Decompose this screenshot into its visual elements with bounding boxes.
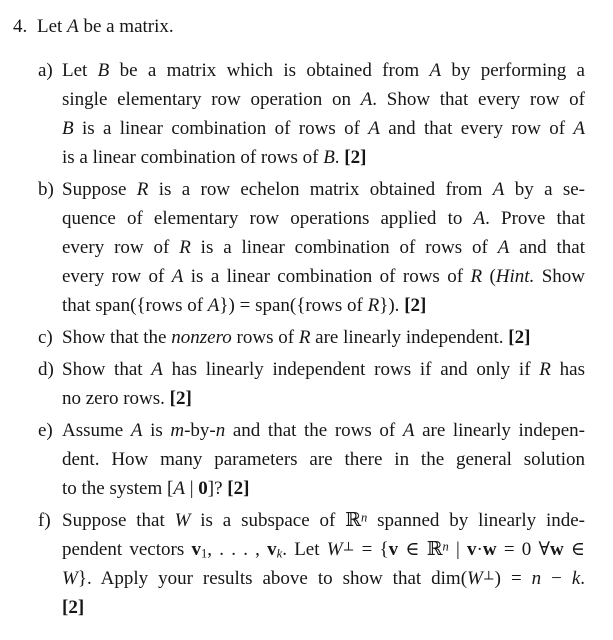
text-line: Let B be a matrix which is obtained from A by performing a (62, 60, 585, 81)
text-line: Suppose that W is a subspace of ℝ$^n$ spanned by linearly inde- (62, 510, 585, 531)
text-line: [2] (62, 597, 85, 618)
item-body (62, 355, 585, 413)
item-body (62, 56, 585, 172)
text-line: Show that the nonzero rows of R are linearly independent. [2] (62, 327, 531, 348)
item-body (62, 323, 585, 352)
text-line: dent. How many parameters are there in the general solution (62, 449, 585, 470)
text-line: no zero rows. [2] (62, 388, 192, 409)
text-line: that span({rows of A}) = span({rows of R}). [2] (62, 295, 427, 316)
item-label: c) (38, 327, 53, 348)
item-label: b) (38, 179, 54, 200)
item-body (62, 175, 585, 320)
problem-item (13, 323, 585, 352)
item-label: a) (38, 60, 53, 81)
item-label: d) (38, 359, 54, 380)
problem-item (13, 175, 585, 320)
text-line: single elementary row operation on A. Show that every row of (62, 89, 585, 110)
problem-item (13, 355, 585, 413)
text-line: every row of A is a linear combination of rows of R (Hint. Show (62, 266, 585, 287)
text-line: is a linear combination of rows of B. [2] (62, 147, 367, 168)
problem-intro-text: Let A be a matrix. (37, 16, 174, 37)
item-label: f) (38, 510, 51, 531)
item-body (62, 416, 585, 503)
text-line: every row of R is a linear combination of rows of A and that (62, 237, 585, 258)
problem-number: 4. (13, 16, 28, 37)
problem-heading (13, 12, 585, 41)
item-body (62, 506, 585, 622)
problem-item (13, 506, 585, 622)
text-line: pendent vectors $v_1$, . . . , $v_k$. Let W⊥ = {v ∈ ℝ$^n$ | v·w = 0 ∀w ∈ (62, 539, 585, 561)
text-line: to the system [A | 0]? [2] (62, 478, 250, 499)
problem-item-list (13, 56, 585, 622)
text-line: Assume A is m-by-n and that the rows of A are linearly indepen- (62, 420, 585, 441)
problem-item (13, 56, 585, 172)
problem-item (13, 416, 585, 503)
text-line: quence of elementary row operations applied to A. Prove that (62, 208, 585, 229)
text-line: W}. Apply your results above to show that dim(W⊥) = n − k. (62, 568, 585, 589)
text-line: Suppose R is a row echelon matrix obtained from A by a se- (62, 179, 585, 200)
text-line: Show that A has linearly independent rows if and only if R has (62, 359, 585, 380)
item-label: e) (38, 420, 53, 441)
text-line: B is a linear combination of rows of A and that every row of A (62, 118, 585, 139)
